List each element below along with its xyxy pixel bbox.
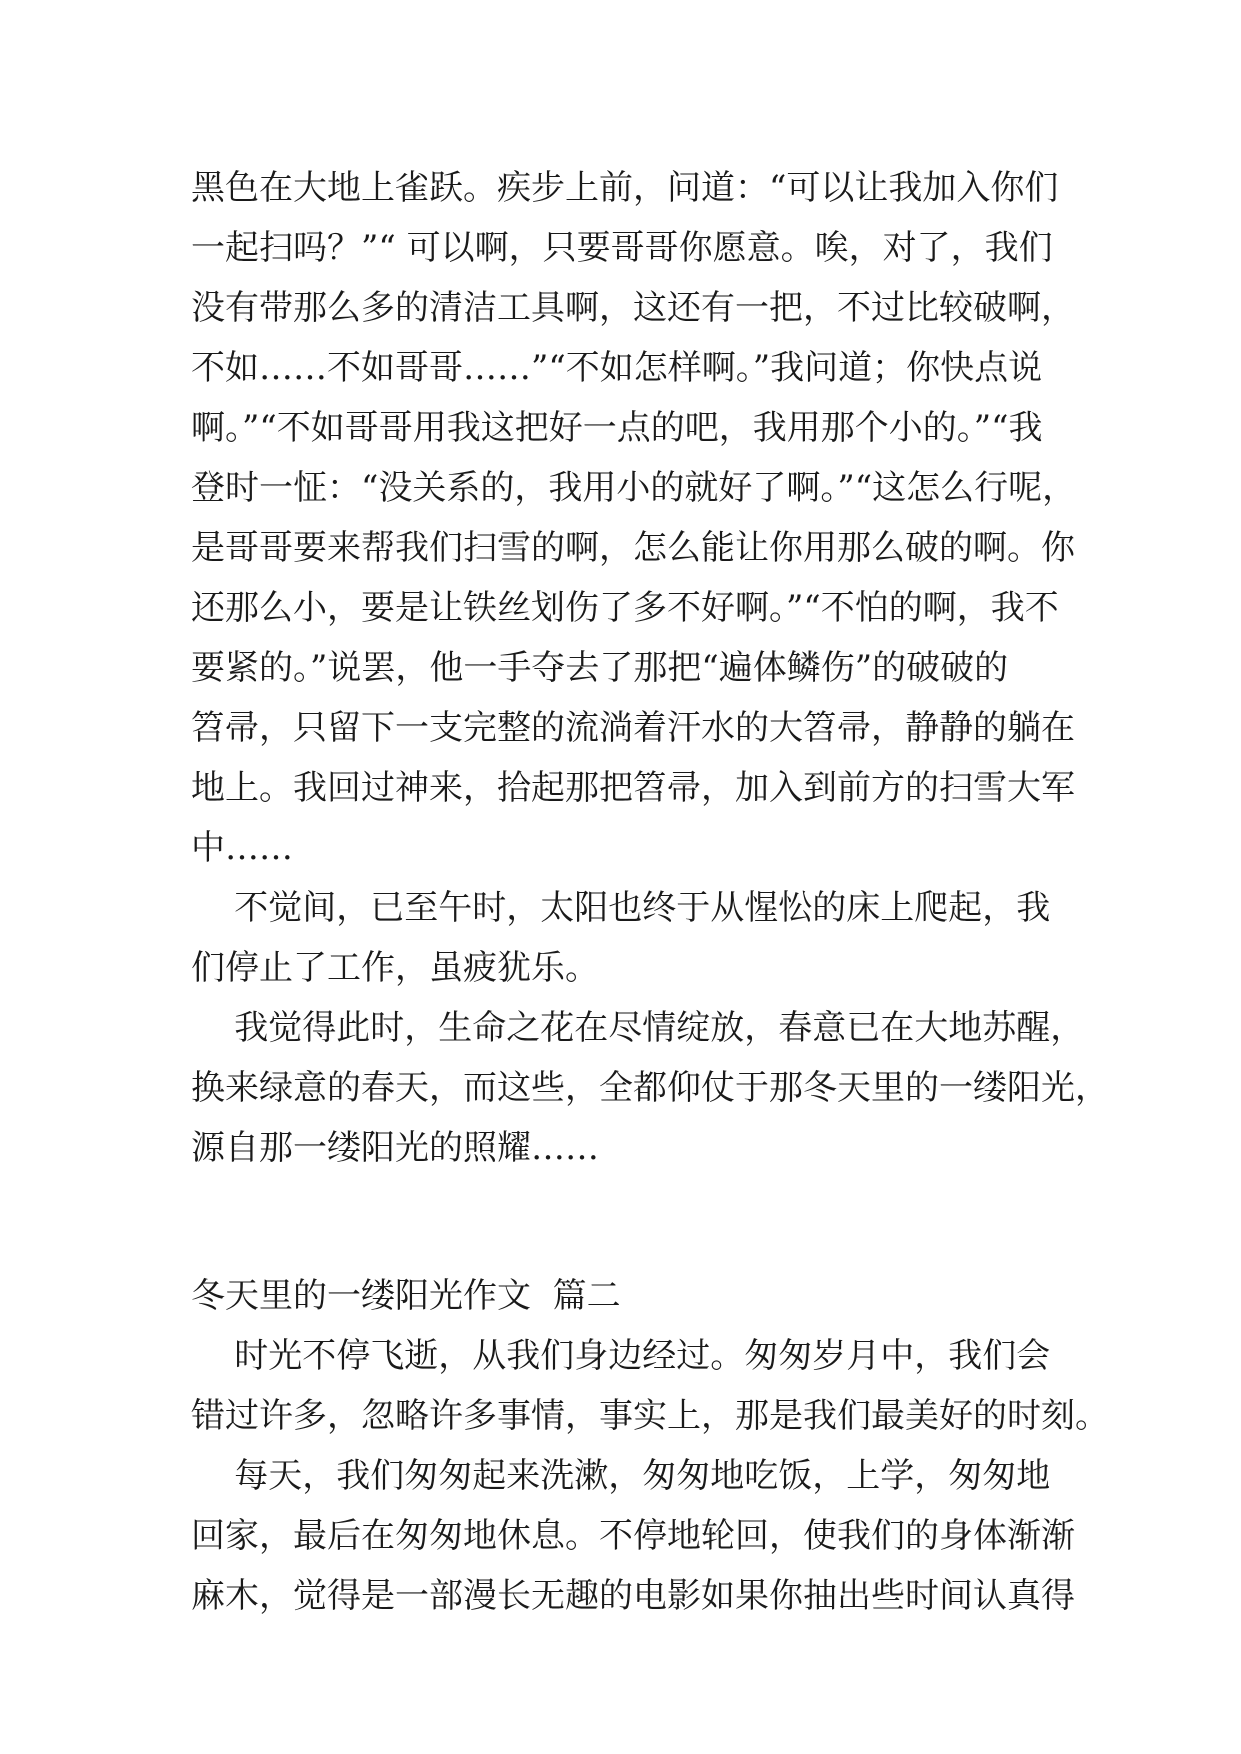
section-gap — [191, 1178, 1071, 1266]
section-title: 冬天里的一缕阳光作文 篇二 — [191, 1276, 621, 1316]
text-line: 我觉得此时，生命之花在尽情绽放，春意已在大地苏醒， — [191, 1008, 1085, 1048]
text-line: 每天，我们匆匆起来洗漱，匆匆地吃饭，上学，匆匆地 — [191, 1456, 1051, 1496]
text-line: 错过许多，忽略许多事情，事实上，那是我们最美好的时刻。 — [191, 1396, 1109, 1436]
text-line: 是哥哥要来帮我们扫雪的啊，怎么能让你用那么破的啊。你 — [191, 528, 1075, 568]
text-line: 时光不停飞逝，从我们身边经过。匆匆岁月中，我们会 — [191, 1336, 1051, 1376]
text-line: 黑色在大地上雀跃。疾步上前，问道：“可以让我加入你们 — [191, 168, 1059, 208]
text-line: 源自那一缕阳光的照耀…… — [191, 1128, 599, 1168]
text-line: 不觉间，已至午时，太阳也终于从惺忪的床上爬起，我 — [191, 888, 1051, 928]
text-line: 登时一怔：“没关系的，我用小的就好了啊。”“这怎么行呢， — [191, 468, 1077, 508]
text-line: 地上。我回过神来，拾起那把笤帚，加入到前方的扫雪大军 — [191, 768, 1075, 808]
text-line: 要紧的。”说罢，他一手夺去了那把“遍体鳞伤”的破破的 — [191, 648, 1009, 688]
text-line: 回家，最后在匆匆地休息。不停地轮回，使我们的身体渐渐 — [191, 1516, 1075, 1556]
text-line: 麻木，觉得是一部漫长无趣的电影如果你抽出些时间认真得 — [191, 1576, 1075, 1616]
text-line: 换来绿意的春天，而这些，全都仰仗于那冬天里的一缕阳光， — [191, 1068, 1109, 1108]
text-line: 们停止了工作，虽疲犹乐。 — [191, 948, 599, 988]
text-line: 一起扫吗？”“ 可以啊，只要哥哥你愿意。唉，对了，我们 — [191, 228, 1053, 268]
text-line: 没有带那么多的清洁工具啊，这还有一把，不过比较破啊， — [191, 288, 1075, 328]
text-line: 笤帚，只留下一支完整的流淌着汗水的大笤帚，静静的躺在 — [191, 708, 1075, 748]
document-body — [191, 158, 1109, 1626]
text-line: 不如……不如哥哥……”“不如怎样啊。”我问道；你快点说 — [191, 348, 1043, 388]
text-line: 还那么小，要是让铁丝划伤了多不好啊。”“不怕的啊，我不 — [191, 588, 1059, 628]
text-line: 中…… — [191, 828, 293, 868]
text-line: 啊。”“不如哥哥用我这把好一点的吧，我用那个小的。”“我 — [191, 408, 1043, 448]
